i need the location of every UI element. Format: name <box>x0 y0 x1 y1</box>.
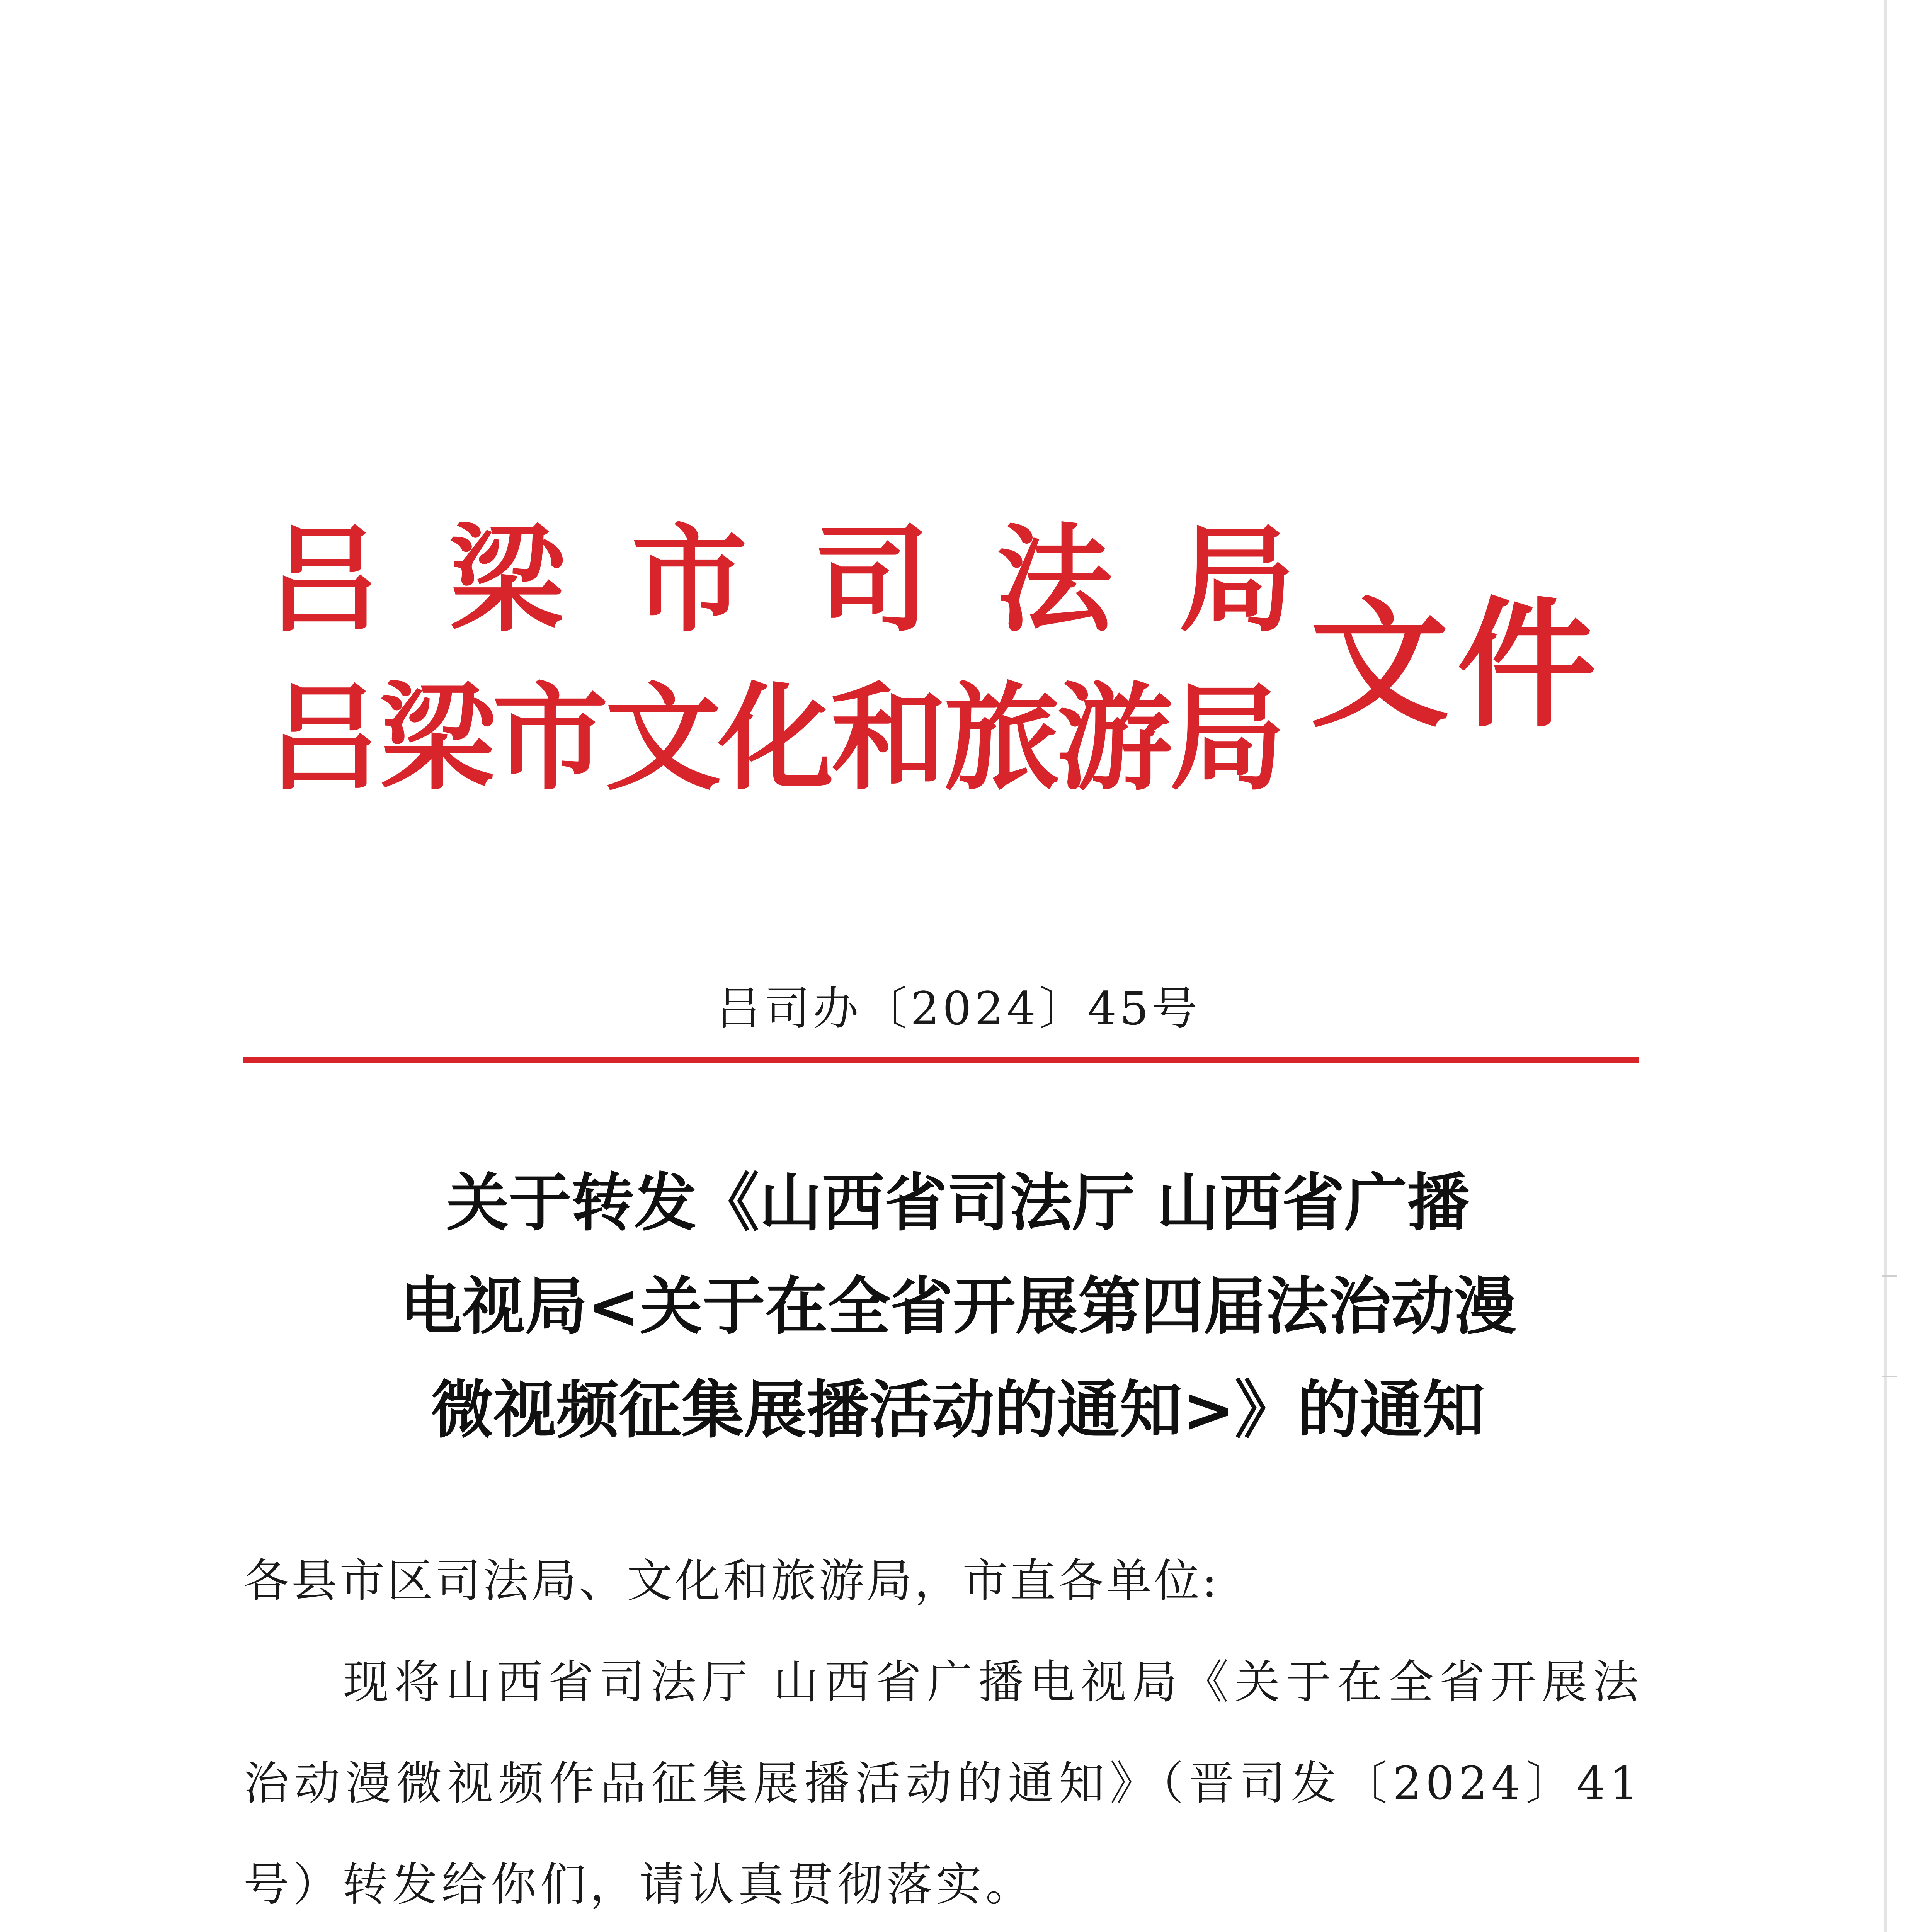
document-body <box>243 1530 1642 1932</box>
org-char: 梁 <box>449 511 565 648</box>
body-paragraph: 现将山西省司法厅 山西省广播电视局《关于在全省开展法治动漫微视频作品征集展播活动的通知》（晋司发〔2024〕41号）转发给你们，请认真贯彻落实。 <box>243 1655 1642 1911</box>
title-line: 电视局<关于在全省开展第四届法治动漫 <box>400 1270 1516 1343</box>
scan-edge-line <box>1884 0 1887 1932</box>
issuing-org-culture-tourism-bureau: 吕梁市文化和旅游局 <box>267 670 1282 806</box>
document-type-label: 文件 <box>1310 583 1604 746</box>
org-char: 法 <box>996 511 1112 648</box>
org-char: 市 <box>631 511 747 648</box>
org-char: 吕 <box>267 511 383 648</box>
title-line: 关于转发《山西省司法厅 山西省广播 <box>446 1167 1470 1240</box>
salutation: 各县市区司法局、文化和旅游局，市直各单位: <box>243 1554 1220 1607</box>
document-header <box>267 511 1619 823</box>
issuing-org-justice-bureau <box>267 511 1295 648</box>
red-divider-rule <box>243 1057 1639 1063</box>
document-number: 吕司办〔2024〕45号 <box>715 982 1201 1035</box>
org-char: 局 <box>1179 511 1295 648</box>
org-char: 司 <box>814 511 930 648</box>
document-title <box>0 1151 1916 1462</box>
title-line: 微视频征集展播活动的通知>》的通知 <box>431 1374 1485 1447</box>
